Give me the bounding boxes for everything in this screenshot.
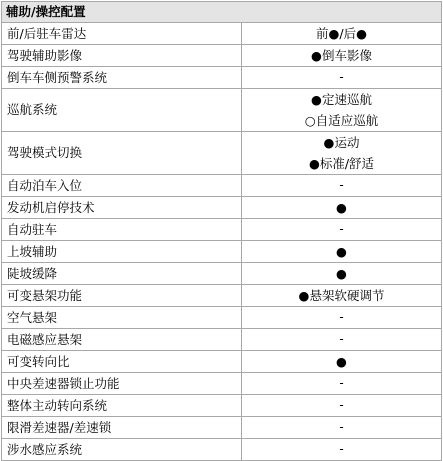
spec-value: ● (336, 200, 347, 215)
spec-row (2, 175, 442, 197)
spec-label: 自动驻车 (2, 219, 242, 241)
spec-value-cell (242, 132, 442, 175)
spec-label: 倒车车侧预警系统 (2, 67, 242, 89)
spec-row (2, 219, 442, 241)
spec-value-cell (242, 89, 442, 132)
spec-value-cell (242, 351, 442, 373)
spec-value-cell (242, 395, 442, 417)
spec-value: - (339, 178, 344, 192)
spec-value: ●悬架软硬调节 (298, 288, 385, 303)
spec-value: - (339, 442, 344, 456)
spec-value: ● (336, 266, 347, 281)
spec-row (2, 351, 442, 373)
spec-row (2, 439, 442, 461)
spec-value-cell (242, 197, 442, 219)
spec-value-cell (242, 329, 442, 351)
spec-value: ●运动 (323, 135, 360, 150)
spec-value-cell (242, 241, 442, 263)
spec-label: 陡坡缓降 (2, 263, 242, 285)
spec-value: ● (336, 354, 347, 369)
spec-row (2, 417, 442, 439)
spec-row (2, 67, 442, 89)
spec-table (1, 1, 442, 461)
spec-value-cell (242, 45, 442, 67)
spec-row (2, 373, 442, 395)
spec-label: 中央差速器锁止功能 (2, 373, 242, 395)
spec-row (2, 89, 442, 132)
spec-value: - (339, 310, 344, 324)
spec-label: 前/后驻车雷达 (2, 23, 242, 45)
spec-row (2, 285, 442, 307)
spec-row (2, 241, 442, 263)
spec-value-cell (242, 373, 442, 395)
spec-row (2, 329, 442, 351)
spec-label: 可变转向比 (2, 351, 242, 373)
spec-label: 整体主动转向系统 (2, 395, 242, 417)
spec-value-cell (242, 263, 442, 285)
spec-row (2, 395, 442, 417)
spec-value: ●定速巡航 (311, 92, 372, 107)
spec-label: 限滑差速器/差速锁 (2, 417, 242, 439)
spec-value: 前●/后● (315, 26, 368, 41)
spec-value-cell (242, 439, 442, 461)
spec-value: ●倒车影像 (311, 48, 372, 63)
spec-value-cell (242, 417, 442, 439)
spec-label: 空气悬架 (2, 307, 242, 329)
spec-value-cell (242, 219, 442, 241)
section-header-row (2, 2, 442, 23)
spec-label: 巡航系统 (2, 89, 242, 132)
spec-value: - (339, 420, 344, 434)
spec-value-cell (242, 23, 442, 45)
spec-value: - (339, 332, 344, 346)
spec-row (2, 197, 442, 219)
spec-label: 自动泊车入位 (2, 175, 242, 197)
spec-value: - (339, 398, 344, 412)
spec-value: ● (336, 244, 347, 259)
spec-label: 上坡辅助 (2, 241, 242, 263)
spec-label: 驾驶辅助影像 (2, 45, 242, 67)
spec-row (2, 263, 442, 285)
spec-value: - (339, 70, 344, 84)
spec-label: 涉水感应系统 (2, 439, 242, 461)
spec-value: - (339, 222, 344, 236)
spec-row (2, 45, 442, 67)
spec-value-cell (242, 307, 442, 329)
spec-value-cell (242, 285, 442, 307)
spec-row (2, 307, 442, 329)
spec-row (2, 23, 442, 45)
spec-value-cell (242, 175, 442, 197)
spec-label: 驾驶模式切换 (2, 132, 242, 175)
spec-label: 可变悬架功能 (2, 285, 242, 307)
spec-row (2, 132, 442, 175)
spec-value: ○自适应巡航 (304, 113, 379, 128)
spec-label: 发动机启停技术 (2, 197, 242, 219)
spec-value-cell (242, 67, 442, 89)
spec-value: - (339, 376, 344, 390)
section-title: 辅助/操控配置 (2, 2, 442, 23)
spec-label: 电磁感应悬架 (2, 329, 242, 351)
spec-value: ●标准/舒适 (308, 156, 375, 171)
